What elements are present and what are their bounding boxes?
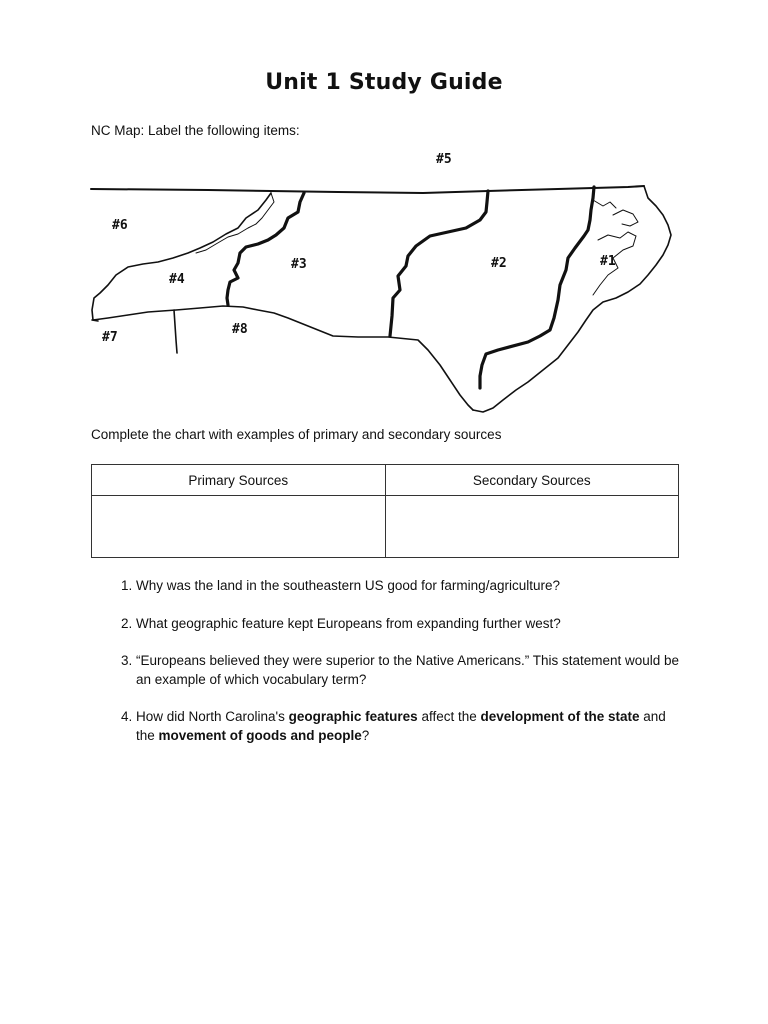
map-label-7: #7 [102, 330, 118, 345]
map-label-3: #3 [291, 257, 307, 272]
question-2 [136, 615, 681, 634]
primary-sources-header: Primary Sources [92, 465, 386, 496]
map-label-5: #5 [436, 152, 452, 167]
secondary-sources-cell[interactable] [385, 496, 679, 558]
question-1 [136, 577, 681, 596]
question-1-text: Why was the land in the southeastern US good for farming/agriculture? [136, 578, 560, 593]
question-4-text-4: ? [361, 727, 370, 743]
question-3 [136, 652, 681, 689]
state-border-west [92, 193, 473, 410]
map-label-8: #8 [232, 322, 248, 337]
region-line-mountains [227, 193, 304, 305]
coastline [473, 186, 671, 412]
map-label-4: #4 [169, 272, 185, 287]
question-4-bold-3: movement of goods and people [158, 727, 362, 743]
state-border-north [91, 186, 644, 193]
map-instructions: NC Map: Label the following items: [91, 123, 300, 138]
border-tn-ga [174, 310, 177, 353]
map-label-6: #6 [112, 218, 128, 233]
question-list [91, 577, 681, 764]
secondary-sources-header: Secondary Sources [385, 465, 679, 496]
map-label-1: #1 [600, 254, 616, 269]
question-3-text: “Europeans believed they were superior to the Native Americans.” This statement would be an example of which vocabulary term? [136, 653, 680, 687]
region-line-coastal [480, 187, 594, 388]
question-4-bold-2: development of the state [480, 709, 640, 724]
primary-sources-cell[interactable] [92, 496, 386, 558]
region-line-fall-line [390, 191, 488, 336]
page-title: Unit 1 Study Guide [265, 70, 503, 95]
question-4-bold-1: geographic features [288, 709, 418, 724]
question-4-text-2: affect the [417, 709, 481, 724]
sources-table [91, 464, 679, 558]
question-2-text: What geographic feature kept Europeans from expanding further west? [136, 615, 561, 631]
map-label-2: #2 [491, 256, 507, 271]
border-sc [92, 320, 98, 321]
chart-instructions: Complete the chart with examples of primary and secondary sources [91, 427, 502, 442]
question-4-text-1: How did North Carolina's [136, 709, 289, 724]
nc-outline-map [88, 140, 688, 420]
question-4 [136, 708, 681, 745]
question-4-text-3: and the [136, 709, 666, 743]
